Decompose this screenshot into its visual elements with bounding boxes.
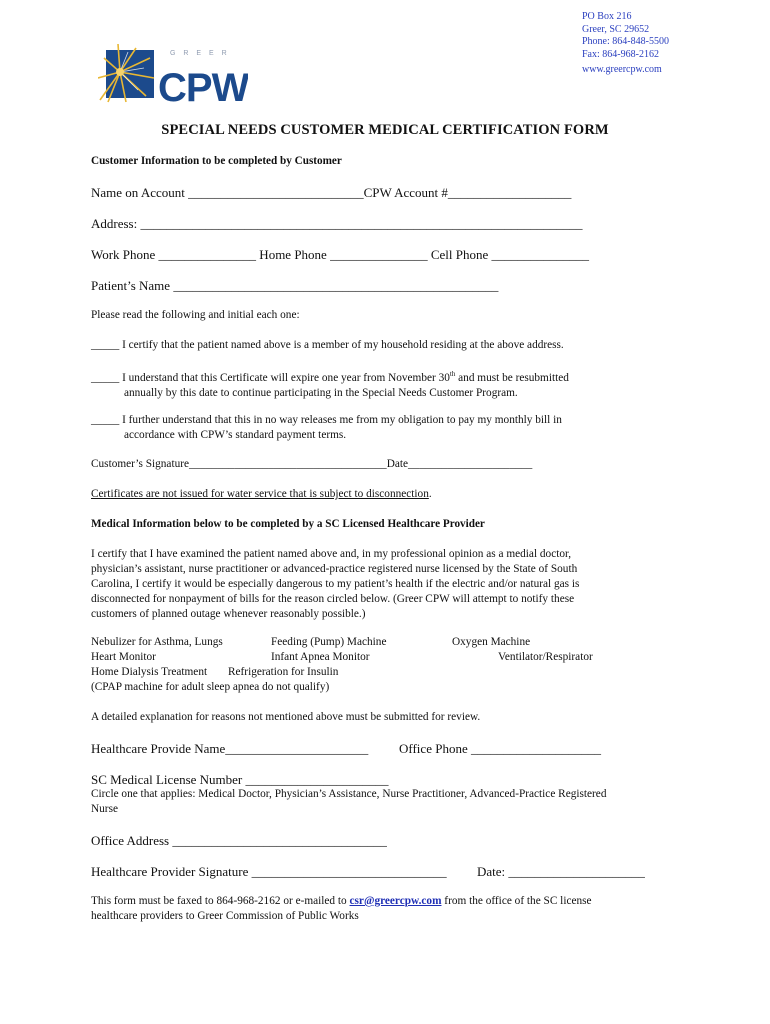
water-note-period: . <box>428 488 432 500</box>
equipment-apnea-monitor[interactable]: Infant Apnea Monitor <box>271 651 370 663</box>
paragraph-line: I certify that I have examined the patient named above and, in my professional opinion as a medial doctor, <box>91 548 572 560</box>
contact-fax: Fax: 864-968-2162 <box>582 48 659 60</box>
item2-superscript: th <box>449 370 456 378</box>
paragraph-line: physician’s assistant, nurse practitioner or advanced-practice registered nurse licensed by the State of South <box>91 563 578 575</box>
fax-line2: healthcare providers to Greer Commission of Public Works <box>91 910 359 922</box>
initial-item-3[interactable] <box>91 413 562 443</box>
name-on-account-field[interactable]: Name on Account ___________________________CPW Account #___________________ <box>91 185 572 200</box>
equipment-oxygen-machine[interactable]: Oxygen Machine <box>452 636 531 648</box>
fax-instructions <box>91 894 592 924</box>
paragraph-line: customers of planned outage whenever reasonably possible.) <box>91 608 366 620</box>
license-number-field[interactable]: SC Medical License Number ______________________ <box>91 772 389 787</box>
fax-text-end: from the office of the SC license <box>441 895 592 907</box>
contact-po-box: PO Box 216 <box>582 11 632 22</box>
provider-name-field[interactable]: Healthcare Provide Name______________________ <box>91 741 369 756</box>
greer-cpw-logo <box>98 38 248 104</box>
equipment-ventilator[interactable]: Ventilator/Respirator <box>498 651 593 663</box>
address-field[interactable]: Address: ____________________________________________________________________ <box>91 216 583 231</box>
item3-line2: accordance with CPW’s standard payment terms. <box>124 429 347 441</box>
equipment-nebulizer[interactable]: Nebulizer for Asthma, Lungs <box>91 636 223 648</box>
item2-line2: annually by this date to continue participating in the Special Needs Customer Program. <box>124 386 518 399</box>
explanation-note: A detailed explanation for reasons not mentioned above must be submitted for review. <box>91 711 481 723</box>
contact-block <box>582 11 669 77</box>
instruction-text: Please read the following and initial each one: <box>91 309 300 321</box>
paragraph-line: disconnected for nonpayment of bills for the reason circled below. (Greer CPW will attempt to notify these <box>91 593 575 605</box>
customer-signature-field[interactable]: Customer’s Signature___________________________________Date______________________ <box>91 458 533 470</box>
equipment-refrigeration[interactable]: Refrigeration for Insulin <box>228 666 339 678</box>
item2-text: _____ I understand that this Certificate will expire one year from November 30 <box>91 371 450 384</box>
form-title: SPECIAL NEEDS CUSTOMER MEDICAL CERTIFICATION FORM <box>161 122 609 138</box>
phone-fields[interactable]: Work Phone _______________ Home Phone _______________ Cell Phone _______________ <box>91 247 589 262</box>
office-phone-field[interactable]: Office Phone ____________________ <box>399 741 601 756</box>
water-note-text: Certificates are not issued for water service that is subject to disconnection <box>91 488 429 500</box>
logo-main-text: CPW <box>158 66 248 104</box>
equipment-feeding-machine[interactable]: Feeding (Pump) Machine <box>271 636 387 648</box>
item3-line1: _____ I further understand that this in no way releases me from my obligation to pay my monthly bill in <box>91 414 562 426</box>
equipment-dialysis[interactable]: Home Dialysis Treatment <box>91 666 208 678</box>
contact-city: Greer, SC 29652 <box>582 23 650 35</box>
contact-phone: Phone: 864-848-5500 <box>582 36 669 48</box>
fax-text: This form must be faxed to 864-968-2162 or e-mailed to <box>91 895 350 907</box>
item2-text-end: and must be resubmitted <box>455 371 569 384</box>
office-address-field[interactable]: Office Address _________________________________ <box>91 833 387 848</box>
water-note <box>91 488 432 500</box>
circle-one-options[interactable]: Circle one that applies: Medical Doctor, Physician’s Assistance, Nurse Practitioner, Advanced-Practice Registered <box>91 788 607 800</box>
customer-section-heading: Customer Information to be completed by Customer <box>91 155 342 167</box>
initial-item-2[interactable] <box>91 367 569 401</box>
certification-paragraph <box>91 547 579 622</box>
patients-name-field[interactable]: Patient’s Name __________________________________________________ <box>91 278 499 293</box>
initial-item-1[interactable]: _____ I certify that the patient named above is a member of my household residing at the above address. <box>91 339 564 351</box>
circle-one-options-cont[interactable]: Nurse <box>91 803 118 815</box>
paragraph-line: Carolina, I certify it would be especially dangerous to my patient’s health if the electric and/or natural gas is <box>91 578 580 590</box>
provider-date-field[interactable]: Date: _____________________ <box>477 864 645 879</box>
provider-signature-field[interactable]: Healthcare Provider Signature ______________________________ <box>91 864 447 879</box>
equipment-heart-monitor[interactable]: Heart Monitor <box>91 651 156 663</box>
email-link[interactable]: csr@greercpw.com <box>349 895 442 907</box>
medical-section-heading: Medical Information below to be completed by a SC Licensed Healthcare Provider <box>91 518 485 530</box>
logo-graphic <box>98 38 248 104</box>
logo-small-text: G R E E R <box>170 50 230 57</box>
contact-website[interactable]: www.greercpw.com <box>582 64 662 76</box>
cpap-note: (CPAP machine for adult sleep apnea do not qualify) <box>91 681 330 693</box>
